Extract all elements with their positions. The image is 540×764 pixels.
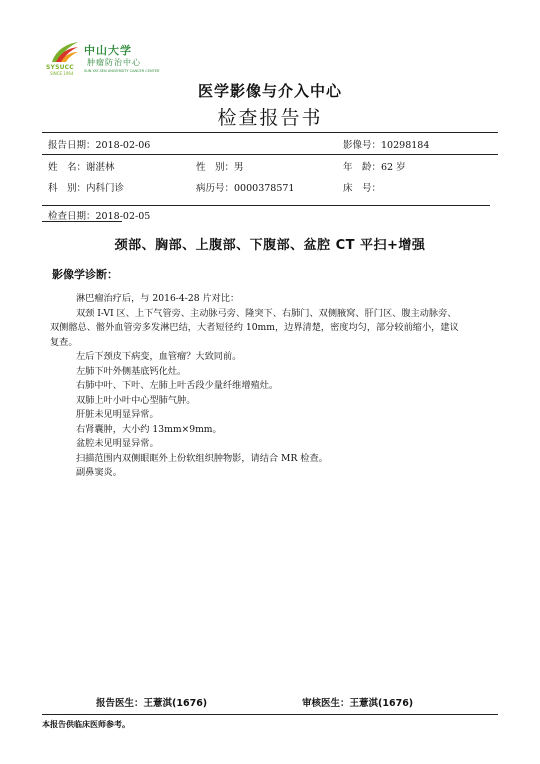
divider-exam-date — [42, 221, 122, 222]
exam-date-field — [48, 208, 150, 222]
image-no-field — [343, 137, 429, 151]
patient-record-label: 病历号： — [196, 183, 235, 194]
patient-dept-field — [48, 180, 124, 194]
footer-note: 本报告供临床医师参考。 — [42, 720, 130, 729]
image-no-label: 影像号： — [343, 140, 382, 151]
finding-paragraph: 左肺下叶外侧基底钙化灶。 — [76, 365, 187, 377]
finding-paragraph: 双肺上叶小叶中心型肺气肿。 — [76, 394, 196, 406]
diagnosis-findings — [50, 292, 465, 481]
emblem-subtext: SINCE 1964 — [50, 71, 74, 76]
patient-age-label: 年 龄： — [343, 162, 382, 173]
review-doctor-label: 审核医生： — [302, 698, 350, 709]
report-doctor-field — [96, 695, 207, 709]
review-doctor-value: 王薏淇(1676) — [349, 698, 414, 709]
patient-record-value: 0000378571 — [234, 183, 295, 194]
patient-bed-label: 床 号： — [343, 183, 382, 194]
patient-age-value: 62 岁 — [381, 162, 406, 173]
report-date-value: 2018-02-06 — [95, 140, 151, 151]
divider-top — [42, 132, 498, 133]
report-doctor-label: 报告医生： — [96, 698, 144, 709]
finding-paragraph: 淋巴瘤治疗后，与 2016-4-28 片对比： — [76, 293, 240, 304]
divider-patient-top — [42, 154, 498, 155]
exam-date-label: 检查日期： — [48, 211, 96, 222]
exam-date-value: 2018-02-05 — [95, 211, 151, 222]
image-no-value: 10298184 — [381, 140, 430, 151]
patient-dept-label: 科 别： — [48, 183, 87, 194]
hospital-logo — [44, 40, 160, 76]
patient-sex-value: 男 — [234, 162, 244, 173]
patient-sex-label: 性 别： — [196, 162, 235, 173]
hospital-emblem-icon — [48, 40, 80, 66]
finding-paragraph: 肝脏未见明显异常。 — [76, 409, 159, 420]
finding-paragraph: 扫描范围内双侧眼眶外上份软组织肿物影，请结合 MR 检查。 — [76, 452, 328, 464]
finding-paragraph: 右肾囊肿，大小约 13mm×9mm。 — [76, 423, 222, 435]
patient-dept-value: 内科门诊 — [86, 183, 125, 194]
diagnosis-heading: 影像学诊断： — [52, 268, 118, 281]
patient-sex-field — [196, 159, 244, 173]
center-title: 医学影像与介入中心 — [197, 82, 342, 100]
logo-english-name: SUN YAT-SEN UNIVERSITY CANCER CENTER — [84, 69, 160, 73]
report-date-field — [48, 137, 150, 151]
finding-paragraph: 左后下颈皮下病变，血管瘤？大致同前。 — [76, 351, 242, 362]
emblem-text: SYSUCC — [46, 64, 74, 71]
finding-paragraph: 盆腔未见明显异常。 — [76, 438, 159, 449]
divider-footer — [42, 714, 498, 715]
report-doctor-value: 王薏淇(1676) — [143, 698, 208, 709]
patient-record-field — [196, 180, 294, 194]
exam-title: 颈部、胸部、上腹部、下腹部、盆腔 CT 平扫+增强 — [114, 238, 426, 253]
finding-paragraph: 右肺中叶、下叶、左肺上叶舌段少量纤维增殖灶。 — [76, 380, 279, 391]
review-doctor-field — [302, 695, 413, 709]
report-title: 检查报告书 — [217, 107, 323, 129]
logo-subname: 肿瘤防治中心 — [87, 58, 141, 67]
finding-paragraph: 双颈 I-VI 区、上下气管旁、主动脉弓旁、隆突下、右肺门、双侧腋窝、肝门区、腹主动脉旁、双侧髂总、髂外血管旁多发淋巴结，大者短径约 10mm，边界清楚，密度均匀，部分较前缩小，建议复查。 — [50, 307, 459, 348]
logo-name-cn: 中山大学 — [84, 44, 132, 57]
patient-bed-field — [343, 180, 381, 194]
patient-name-label: 姓 名： — [48, 162, 87, 173]
patient-age-field — [343, 159, 406, 173]
patient-name-field — [48, 159, 115, 173]
report-date-label: 报告日期： — [48, 140, 96, 151]
finding-paragraph: 副鼻窦炎。 — [76, 467, 122, 478]
divider-patient-bottom — [42, 205, 490, 206]
patient-name-value: 谢湛林 — [86, 162, 115, 173]
